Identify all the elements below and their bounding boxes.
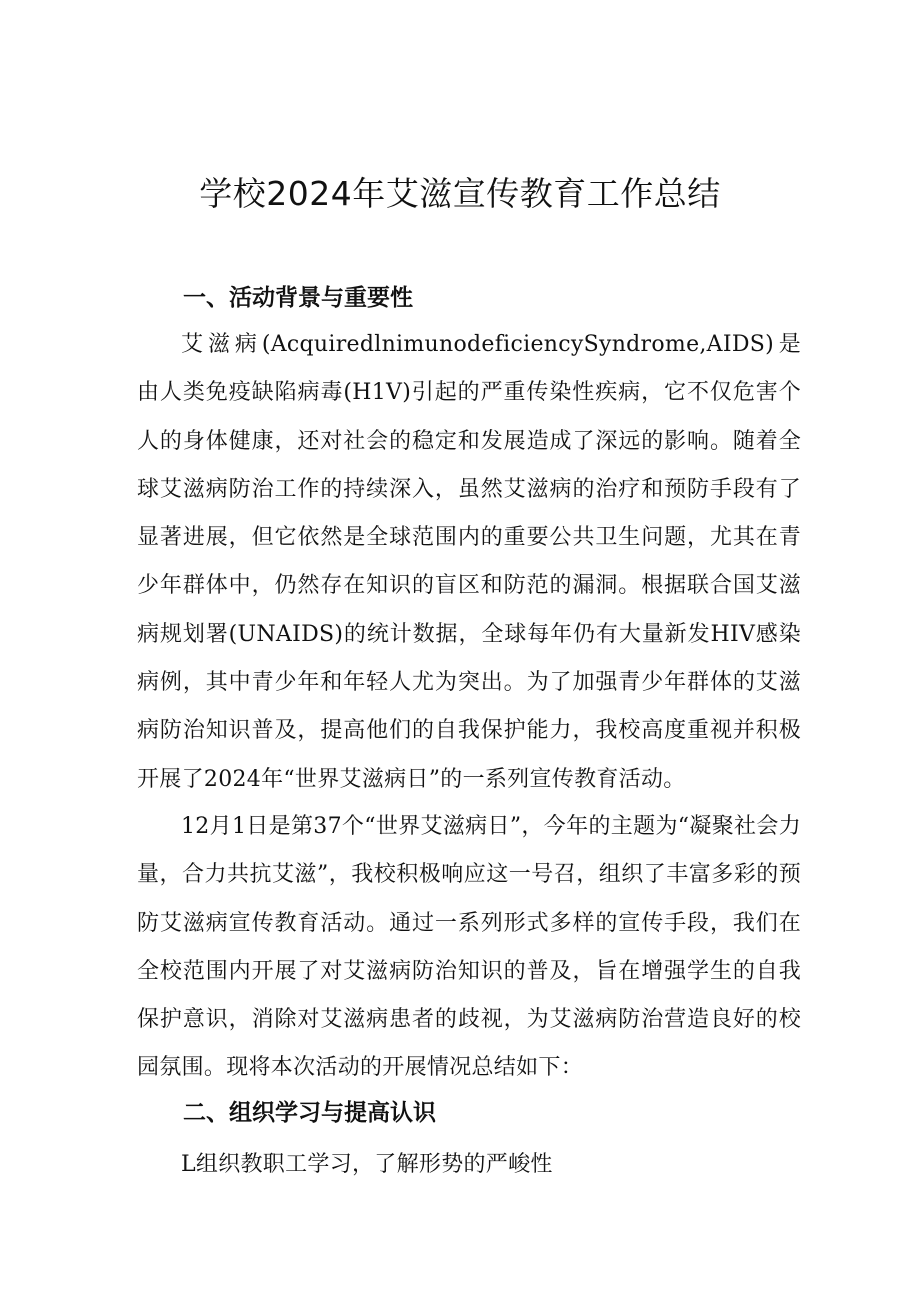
- paragraph-aids-background: 艾滋病(AcquiredlnimunodeficiencySyndrome,AIDS)是由人类免疫缺陷病毒(H1V)引起的严重传染性疾病，它不仅危害个人的身体健康，还对社会的稳定和发展造成了深远的影响。随着全球艾滋病防治工作的持续深入，虽然艾滋病的治疗和预防手段有了显著进展，但它依然是全球范围内的重要公共卫生问题，尤其在青少年群体中，仍然存在知识的盲区和防范的漏洞。根据联合国艾滋病规划署(UNAIDS)的统计数据，全球每年仍有大量新发HIV感染病例，其中青少年和年轻人尤为突出。为了加强青少年群体的艾滋病防治知识普及，提高他们的自我保护能力，我校高度重视并积极开展了2024年“世界艾滋病日”的一系列宣传教育活动。: [137, 332, 801, 792]
- paragraph-staff-study: L组织教职工学习，了解形势的严峻性: [181, 1152, 553, 1177]
- document-title: 学校2024年艾滋宣传教育工作总结: [199, 174, 721, 213]
- section-heading-background: 一、活动背景与重要性: [183, 285, 413, 311]
- section-heading-organize-study: 二、组织学习与提高认识: [183, 1100, 436, 1126]
- paragraph-world-aids-day: 12月1日是第37个“世界艾滋病日”，今年的主题为“凝聚社会力量，合力共抗艾滋”，我校积极响应这一号召，组织了丰富多彩的预防艾滋病宣传教育活动。通过一系列形式多样的宣传手段，我们在全校范围内开展了对艾滋病防治知识的普及，旨在增强学生的自我保护意识，消除对艾滋病患者的歧视，为艾滋病防治营造良好的校园氛围。现将本次活动的开展情况总结如下：: [137, 814, 801, 1081]
